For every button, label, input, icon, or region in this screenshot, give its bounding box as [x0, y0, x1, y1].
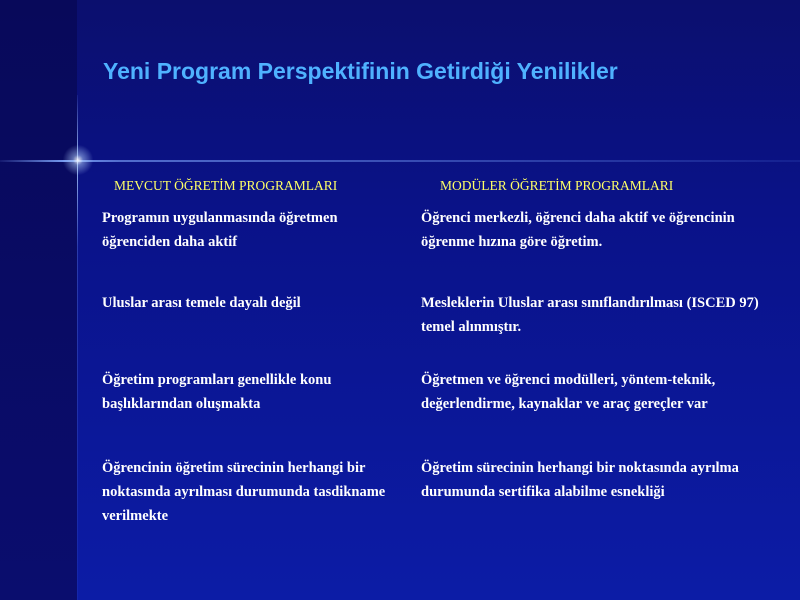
table-cell-current-4: Öğrencinin öğretim sürecinin herhangi bir noktasında ayrılması durumunda tasdikname verilmekte [102, 460, 386, 524]
column-header-current: MEVCUT ÖĞRETİM PROGRAMLARI [114, 178, 338, 193]
slide-title: Yeni Program Perspektifinin Getirdiği Yenilikler [103, 58, 618, 84]
decorative-horizontal-line [0, 160, 800, 162]
column-header-modular: MODÜLER ÖĞRETİM PROGRAMLARI [440, 178, 674, 193]
table-cell-current-2: Uluslar arası temele dayalı değil [102, 295, 301, 311]
table-cell-modular-4: Öğretim sürecinin herhangi bir noktasında ayrılma durumunda sertifika alabilme esnekliği [421, 460, 739, 500]
table-cell-current-3: Öğretim programları genellikle konu başlıklarından oluşmakta [102, 372, 332, 412]
table-cell-modular-1: Öğrenci merkezli, öğrenci daha aktif ve öğrencinin öğrenme hızına göre öğretim. [421, 210, 735, 250]
table-cell-modular-3: Öğretmen ve öğrenci modülleri, yöntem-teknik, değerlendirme, kaynaklar ve araç gereçler var [421, 372, 716, 412]
slide-left-band [0, 0, 77, 600]
table-cell-modular-2: Mesleklerin Uluslar arası sınıflandırılması (ISCED 97) temel alınmıştır. [421, 295, 759, 335]
sparkle-icon [60, 142, 96, 178]
table-cell-current-1: Programın uygulanmasında öğretmen öğrenciden daha aktif [102, 210, 338, 250]
